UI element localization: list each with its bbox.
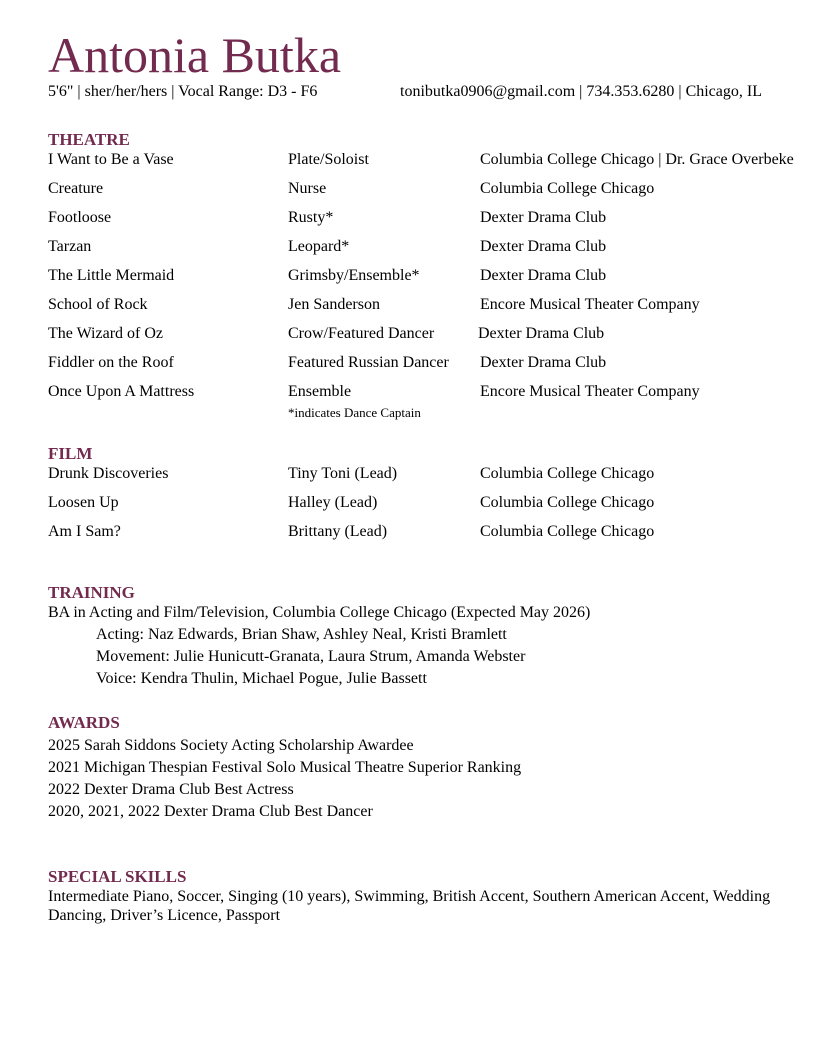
theatre-row <box>0 382 816 402</box>
theatre-section-title: THEATRE <box>48 130 130 149</box>
role: Ensemble <box>288 383 352 400</box>
show-title: Creature <box>48 180 104 197</box>
skills-section-title: SPECIAL SKILLS <box>48 867 187 886</box>
role: Brittany (Lead) <box>288 523 388 540</box>
theatre-row <box>0 150 816 170</box>
role: Rusty* <box>288 209 334 226</box>
film-section-title: FILM <box>48 444 93 463</box>
film-title: Drunk Discoveries <box>48 465 169 482</box>
company: Columbia College Chicago | Dr. Grace Overbeke <box>480 151 794 168</box>
show-title: Once Upon A Mattress <box>48 383 195 400</box>
company: Columbia College Chicago <box>480 523 655 540</box>
company: Columbia College Chicago <box>480 465 655 482</box>
theatre-row <box>0 266 816 286</box>
award-item: 2020, 2021, 2022 Dexter Drama Club Best Dancer <box>48 803 373 820</box>
show-title: I Want to Be a Vase <box>48 151 174 168</box>
training-item: Voice: Kendra Thulin, Michael Pogue, Julie Bassett <box>96 670 427 687</box>
training-section-title: TRAINING <box>48 583 135 602</box>
role: Featured Russian Dancer <box>288 354 449 371</box>
training-item: Acting: Naz Edwards, Brian Shaw, Ashley Neal, Kristi Bramlett <box>96 626 507 643</box>
film-row <box>0 493 816 513</box>
film-row <box>0 522 816 542</box>
role: Crow/Featured Dancer <box>288 325 435 342</box>
company: Dexter Drama Club <box>480 354 607 371</box>
role: Plate/Soloist <box>288 151 369 168</box>
theatre-row <box>0 353 816 373</box>
show-title: Tarzan <box>48 238 92 255</box>
personal-info: 5'6" | sher/her/hers | Vocal Range: D3 - F6 <box>48 83 318 100</box>
company: Columbia College Chicago <box>480 494 655 511</box>
theatre-row <box>0 208 816 228</box>
company: Dexter Drama Club <box>480 238 607 255</box>
resume-name: Antonia Butka <box>48 27 342 83</box>
film-row <box>0 464 816 484</box>
theatre-row <box>0 295 816 315</box>
company: Dexter Drama Club <box>480 267 607 284</box>
contact-info: tonibutka0906@gmail.com | 734.353.6280 | Chicago, IL <box>400 83 762 100</box>
theatre-row <box>0 324 816 344</box>
degree-line: BA in Acting and Film/Television, Columbia College Chicago (Expected May 2026) <box>48 604 591 621</box>
theatre-row <box>0 237 816 257</box>
role: Tiny Toni (Lead) <box>288 465 398 482</box>
theatre-row <box>0 179 816 199</box>
show-title: The Wizard of Oz <box>48 325 164 342</box>
skills-text: Intermediate Piano, Soccer, Singing (10 years), Swimming, British Accent, Southern American Accent, Wedding Dancing, Driver’s Licence, Passport <box>48 888 771 924</box>
show-title: Fiddler on the Roof <box>48 354 174 371</box>
show-title: School of Rock <box>48 296 148 313</box>
role: Nurse <box>288 180 327 197</box>
role: Leopard* <box>288 238 350 255</box>
training-item: Movement: Julie Hunicutt-Granata, Laura Strum, Amanda Webster <box>96 648 526 665</box>
role: Jen Sanderson <box>288 296 380 313</box>
film-title: Am I Sam? <box>48 523 121 540</box>
company: Dexter Drama Club <box>480 209 607 226</box>
show-title: Footloose <box>48 209 112 226</box>
company: Encore Musical Theater Company <box>480 296 700 313</box>
award-item: 2025 Sarah Siddons Society Acting Scholarship Awardee <box>48 737 414 754</box>
company: Dexter Drama Club <box>478 325 605 342</box>
company: Columbia College Chicago <box>480 180 655 197</box>
company: Encore Musical Theater Company <box>480 383 700 400</box>
role: Halley (Lead) <box>288 494 378 511</box>
film-title: Loosen Up <box>48 494 119 511</box>
award-item: 2022 Dexter Drama Club Best Actress <box>48 781 294 798</box>
dance-captain-note: *indicates Dance Captain <box>288 405 421 420</box>
awards-section-title: AWARDS <box>48 713 120 732</box>
show-title: The Little Mermaid <box>48 267 175 284</box>
role: Grimsby/Ensemble* <box>288 267 420 284</box>
award-item: 2021 Michigan Thespian Festival Solo Musical Theatre Superior Ranking <box>48 759 522 776</box>
